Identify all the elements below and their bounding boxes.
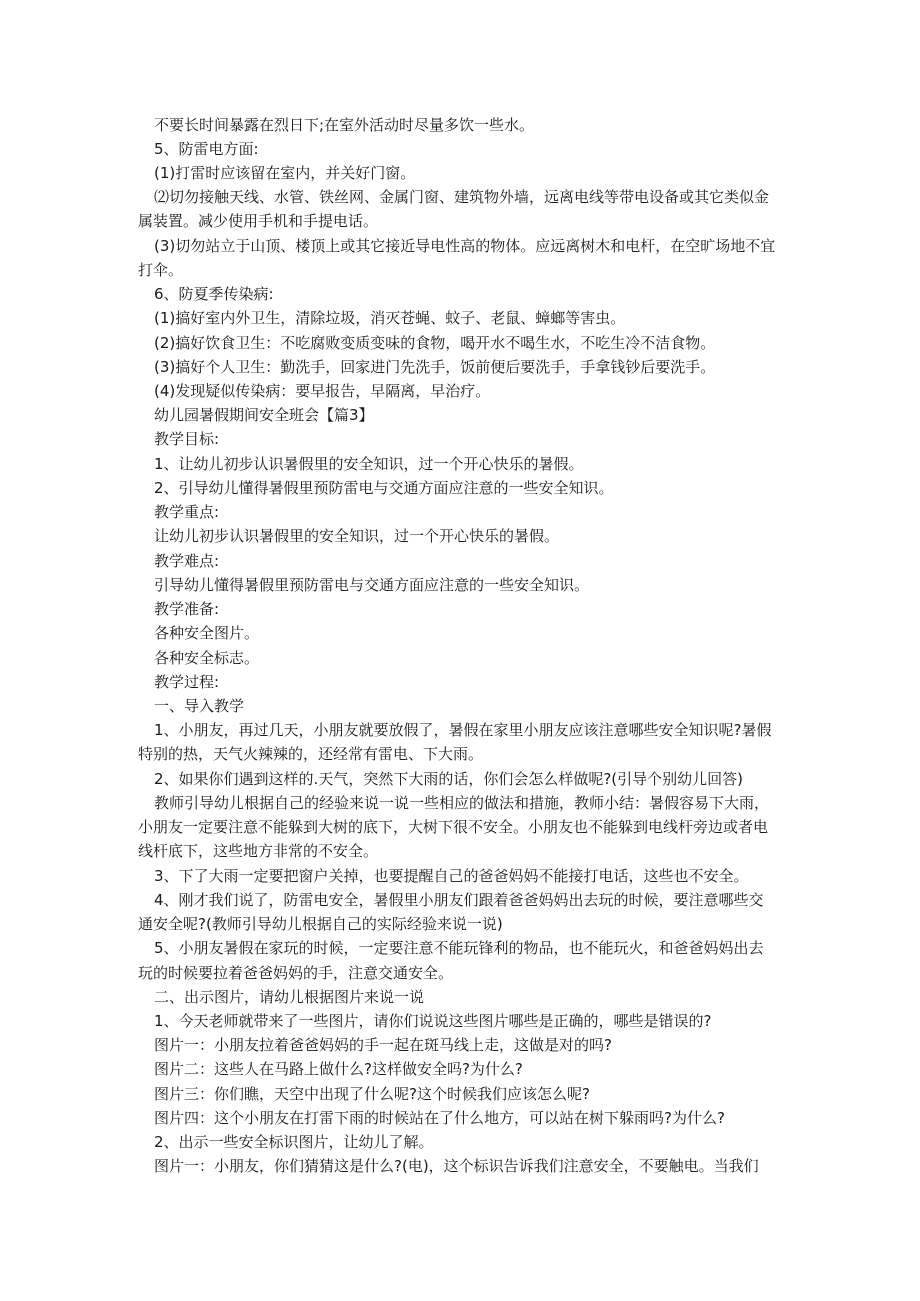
text-line: 不要长时间暴露在烈日下;在室外活动时尽量多饮一些水。 [154, 115, 535, 134]
text-line: 线杆底下，这些地方非常的不安全。 [138, 842, 379, 861]
text-line: (3)搞好个人卫生：勤洗手，回家进门先洗手，饭前便后要洗手，手拿钱钞后要洗手。 [154, 357, 716, 376]
text-line: 打伞。 [138, 260, 184, 279]
text-line: 图片一：小朋友，你们猜猜这是什么?(电)，这个标识告诉我们注意安全，不要触电。当我们 [154, 1157, 759, 1176]
text-line: 幼儿园暑假期间安全班会【篇3】 [154, 406, 374, 425]
text-line: 二、出示图片，请幼儿根据图片来说一说 [154, 987, 425, 1006]
text-line: (1)搞好室内外卫生，清除垃圾，消灭苍蝇、蚊子、老鼠、蟑螂等害虫。 [154, 309, 626, 328]
text-line: 2、出示一些安全标识图片，让幼儿了解。 [154, 1133, 434, 1152]
text-line: 图片一：小朋友拉着爸爸妈妈的手一起在斑马线上走，这做是对的吗? [154, 1036, 612, 1055]
text-line: 通安全呢?(教师引导幼儿根据自己的实际经验来说一说) [138, 915, 503, 934]
text-line: 5、防雷电方面: [154, 139, 259, 158]
text-line: 1、小朋友，再过几天，小朋友就要放假了，暑假在家里小朋友应该注意哪些安全知识呢?暑假 [154, 721, 772, 740]
text-line: (1)打雷时应该留在室内，并关好门窗。 [154, 163, 416, 182]
text-line: 1、让幼儿初步认识暑假里的安全知识，过一个开心快乐的暑假。 [154, 454, 584, 473]
text-line: (2)搞好饮食卫生：不吃腐败变质变味的食物，喝开水不喝生水，不吃生冷不洁食物。 [154, 333, 716, 352]
text-line: 2、如果你们遇到这样的.天气，突然下大雨的话，你们会怎么样做呢?(引导个别幼儿回答) [154, 769, 743, 788]
text-line: 各种安全图片。 [154, 624, 260, 643]
text-line: 2、引导幼儿懂得暑假里预防雷电与交通方面应注意的一些安全知识。 [154, 478, 614, 497]
text-line: (3)切勿站立于山顶、楼顶上或其它接近导电性高的物体。应远离树木和电杆，在空旷场地不宜 [154, 236, 776, 255]
text-line: 图片三：你们瞧，天空中出现了什么呢?这个时候我们应该怎么呢? [154, 1084, 590, 1103]
text-line: 图片四：这个小朋友在打雷下雨的时候站在了什么地方，可以站在树下躲雨吗?为什么? [154, 1108, 725, 1127]
text-line: 图片二：这些人在马路上做什么?这样做安全吗?为什么? [154, 1060, 523, 1079]
text-line: 4、刚才我们说了，防雷电安全，暑假里小朋友们跟着爸爸妈妈出去玩的时候，要注意哪些交 [154, 890, 764, 909]
text-line: 引导幼儿懂得暑假里预防雷电与交通方面应注意的一些安全知识。 [154, 575, 590, 594]
text-line: 各种安全标志。 [154, 648, 260, 667]
text-line: 教学过程: [154, 672, 220, 691]
text-line: 教学目标: [154, 430, 220, 449]
text-line: 1、今天老师就带来了一些图片，请你们说说这些图片哪些是正确的，哪些是错误的? [154, 1012, 712, 1030]
text-line: 教师引导幼儿根据自己的经验来说一说一些相应的做法和措施，教师小结：暑假容易下大雨， [154, 793, 770, 812]
text-line: 5、小朋友暑假在家玩的时候，一定要注意不能玩锋利的物品，也不能玩火，和爸爸妈妈出去 [154, 939, 764, 958]
text-line: 一、导入教学 [154, 697, 245, 716]
text-line: 属装置。减少使用手机和手提电话。 [138, 212, 379, 231]
text-line: ⑵切勿接触天线、水管、铁丝网、金属门窗、建筑物外墙，远离电线等带电设备或其它类似金 [154, 188, 770, 207]
text-line: 3、下了大雨一定要把窗户关掉，也要提醒自己的爸爸妈妈不能接打电话，这些也不安全。 [154, 866, 749, 885]
text-line: 小朋友一定要注意不能躲到大树的底下，大树下很不安全。小朋友也不能躲到电线杆旁边或者电 [138, 818, 769, 837]
text-line: 玩的时候要拉着爸爸妈妈的手，注意交通安全。 [138, 963, 454, 982]
text-line: 教学难点: [154, 551, 220, 570]
text-line: 特别的热，天气火辣辣的，还经常有雷电、下大雨。 [138, 745, 484, 764]
text-line: 6、防夏季传染病: [154, 285, 274, 304]
text-line: 教学准备: [154, 600, 220, 619]
text-line: (4)发现疑似传染病：要早报告，早隔离，早治疗。 [154, 382, 491, 401]
text-line: 教学重点: [154, 503, 220, 522]
text-line: 让幼儿初步认识暑假里的安全知识，过一个开心快乐的暑假。 [154, 527, 560, 546]
